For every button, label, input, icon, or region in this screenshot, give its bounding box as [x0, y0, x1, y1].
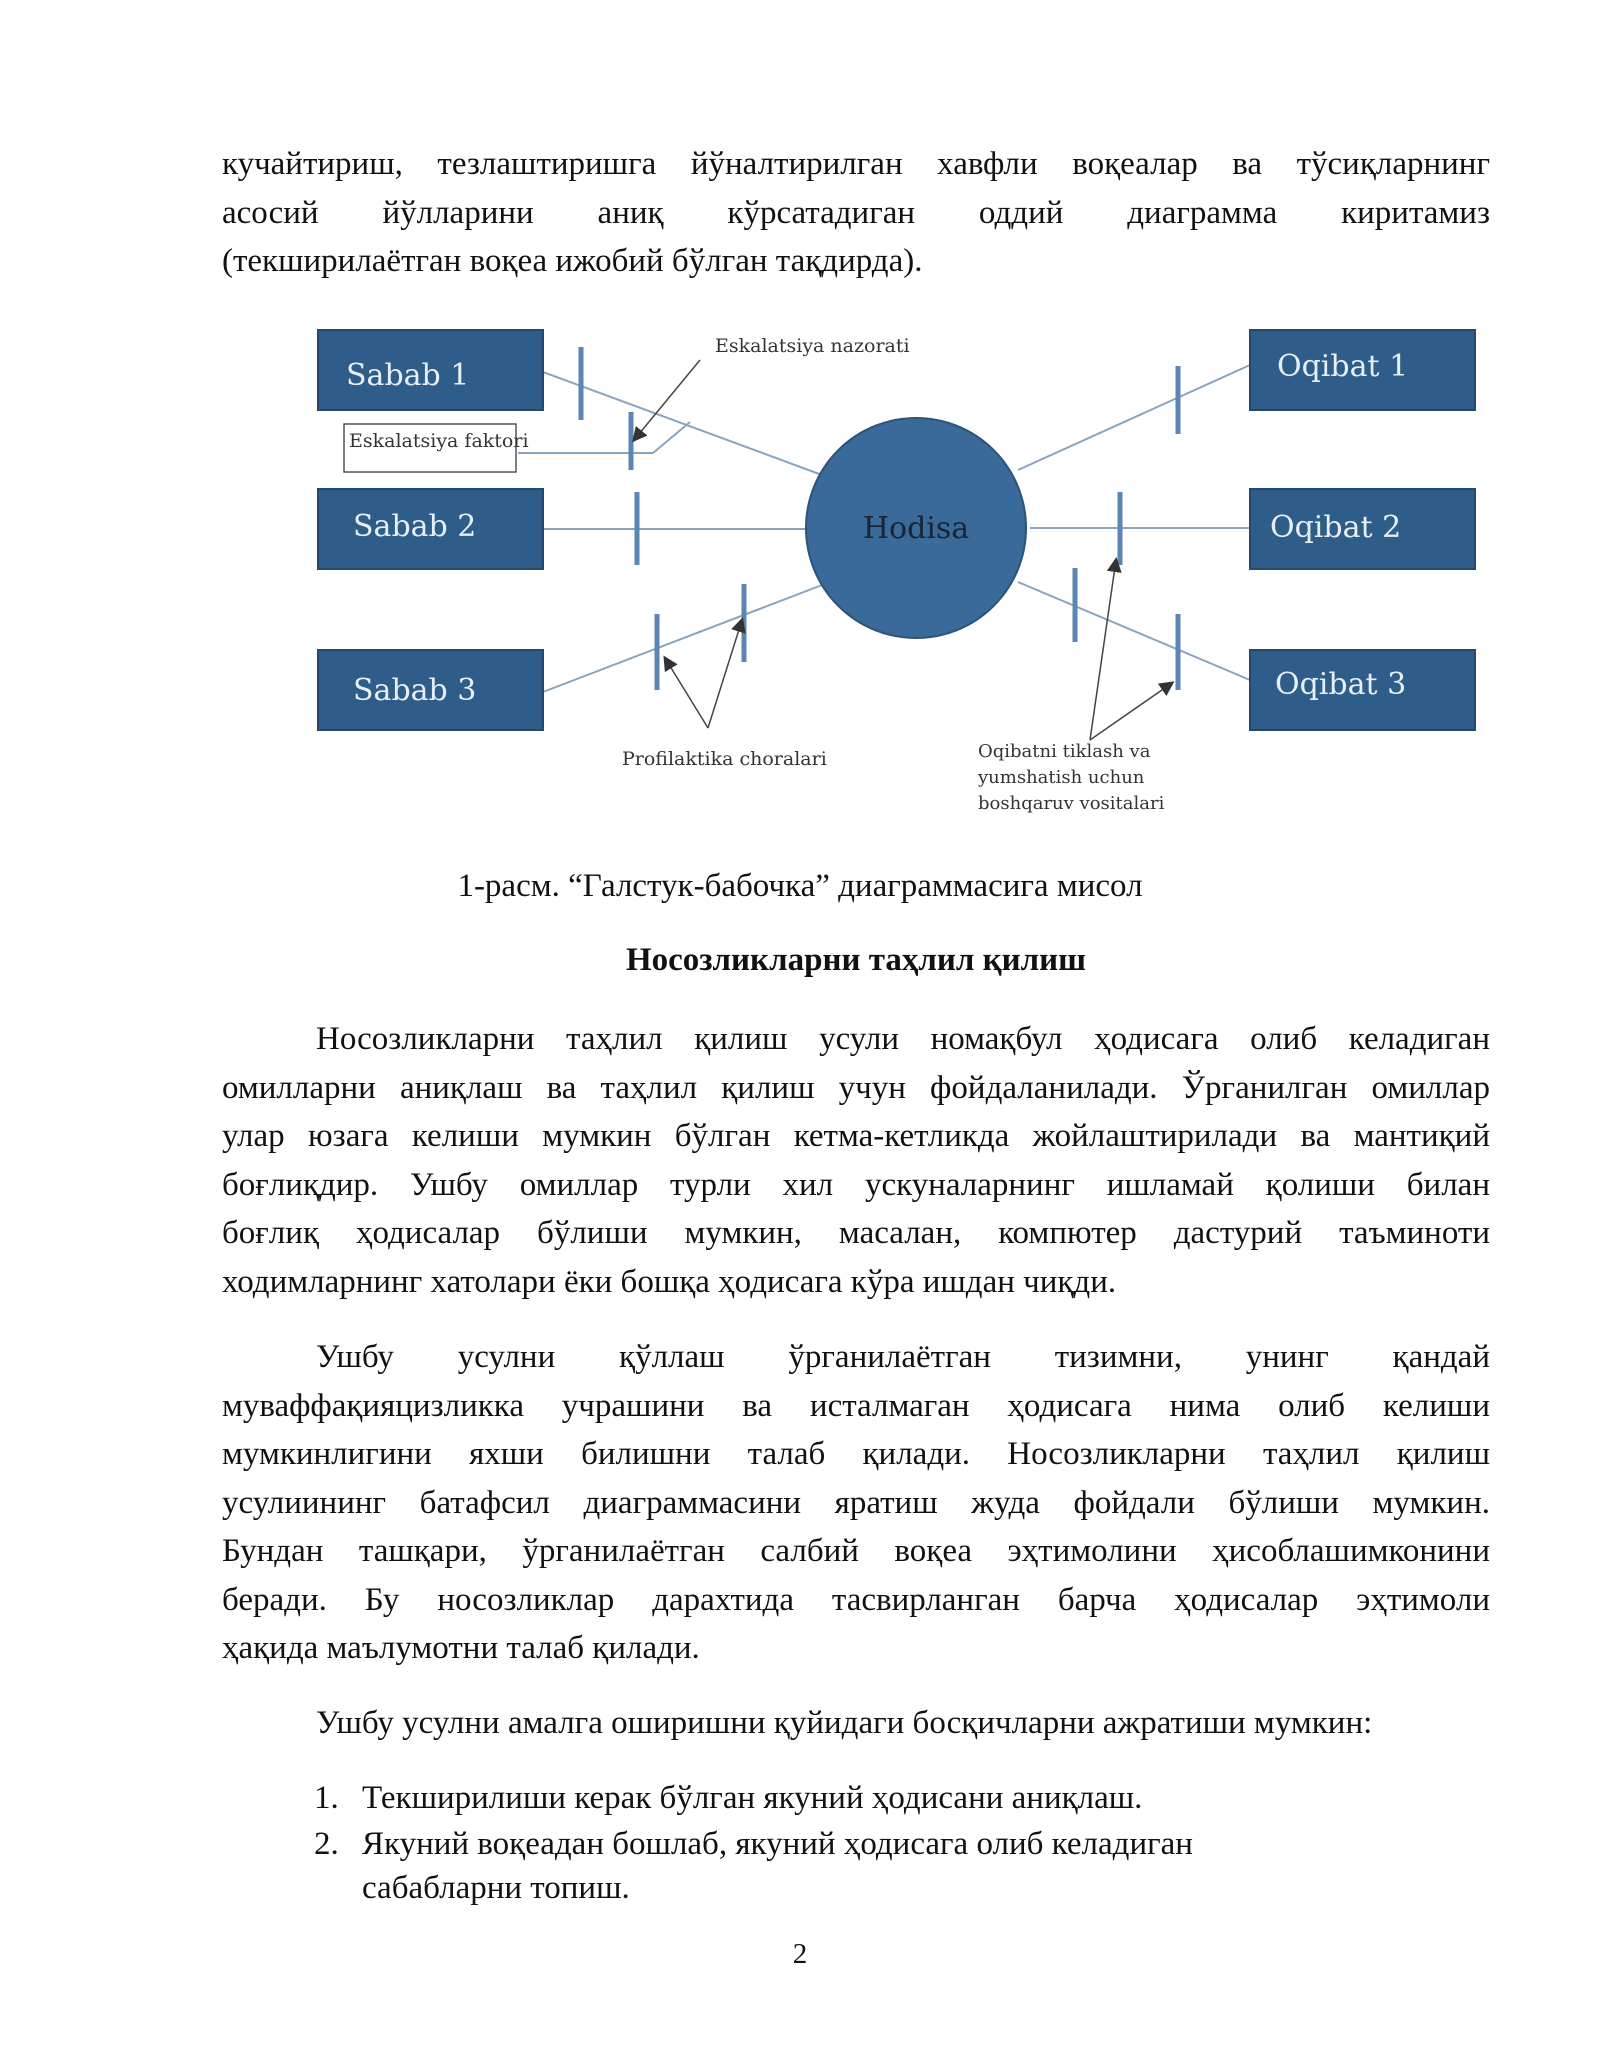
text-line: Ушбу усулни амалга оширишни қуйидаги босқичларни ажратиши мумкин:: [316, 1705, 1373, 1741]
text-line: боғлиқ ҳодисалар бўлиши мумкин, масалан, компютер дастурий таъминоти: [222, 1215, 1490, 1251]
page-number: 2: [792, 1938, 808, 1970]
consequence-label: Oqibat 1: [1277, 349, 1409, 384]
list-item: [314, 1822, 1414, 1910]
list-text: сабабларни топиш.: [362, 1870, 630, 1906]
paragraph-2: [222, 1333, 1490, 1673]
annotation-arrow: [708, 620, 742, 728]
paragraph-1: [222, 1015, 1490, 1306]
connector-line: [1018, 582, 1250, 680]
annotation-arrow: [1090, 683, 1172, 740]
text-line: Носозликларни таҳлил қилиш усули номақбул ҳодисага олиб келадиган: [316, 1021, 1490, 1057]
recovery-label-line: boshqaruv vositalari: [978, 793, 1165, 814]
bowtie-diagram: [0, 0, 1600, 840]
prevention-label: Profilaktika choralari: [622, 748, 827, 770]
text-line: мумкинлигини яхши билишни талаб қилади. Носозликларни таҳлил қилиш: [222, 1436, 1490, 1472]
steps-list: [314, 1776, 1414, 1910]
recovery-label-line: yumshatish uchun: [978, 767, 1145, 788]
event-label: Hodisa: [862, 511, 970, 546]
text-line: боғлиқдир. Ушбу омиллар турли хил ускуналарнинг ишламай қолиши билан: [222, 1166, 1490, 1203]
text-line: ҳақида маълумотни талаб қилади.: [222, 1630, 700, 1666]
text-line: ходимларнинг хатолари ёки бошқа ҳодисага кўра ишдан чиқди.: [222, 1263, 1117, 1300]
consequence-label: Oqibat 3: [1275, 667, 1407, 702]
escalation-control-label: Eskalatsiya nazorati: [715, 335, 910, 357]
annotation-arrow: [665, 658, 708, 728]
figure-caption: 1-расм. “Галстук-бабочка” диаграммасига мисол: [457, 868, 1143, 904]
text-line: Бундан ташқари, ўрганилаётган салбий воқеа эҳтимолини ҳисоблашимконини: [222, 1533, 1490, 1569]
annotation-arrow: [634, 360, 700, 440]
connector-line: [1018, 365, 1250, 470]
list-item: [314, 1776, 1414, 1820]
annotation-arrow: [1090, 560, 1116, 740]
connector-line: [653, 422, 690, 453]
paragraph-3: [222, 1699, 1490, 1748]
escalation-factor-label: Eskalatsiya faktori: [349, 430, 529, 452]
text-line: асосий йўлларини аниқ кўрсатадиган оддий диаграмма киритамиз: [222, 194, 1490, 231]
cause-label: Sabab 1: [346, 358, 470, 393]
section-heading: Носозликларни таҳлил қилиш: [625, 942, 1087, 978]
text-line: улар юзага келиши мумкин бўлган кетма-кетликда жойлаштирилади ва мантиқий: [222, 1118, 1490, 1154]
text-line: Ушбу усулни қўллаш ўрганилаётган тизимни, унинг қандай: [316, 1339, 1490, 1375]
connector-line: [543, 372, 822, 475]
consequence-label: Oqibat 2: [1270, 510, 1402, 545]
text-line: беради. Бу носозликлар дарахтида тасвирланган барча ҳодисалар эҳтимоли: [222, 1581, 1490, 1618]
text-line: усулиининг батафсил диаграммасини яратиш жуда фойдали бўлиши мумкин.: [222, 1484, 1490, 1521]
list-text: Текширилиши керак бўлган якуний ҳодисани аниқлаш.: [362, 1780, 1143, 1816]
list-text: Якуний воқеадан бошлаб, якуний ҳодисага олиб келадиган: [362, 1826, 1193, 1862]
list-number: 2.: [314, 1826, 339, 1862]
text-line: муваффақияцизликка учрашини ва исталмаган ҳодисага нима олиб келиши: [222, 1387, 1490, 1424]
text-line: омилларни аниқлаш ва таҳлил қилиш учун фойдаланилади. Ўрганилган омиллар: [222, 1069, 1490, 1106]
recovery-label-line: Oqibatni tiklash va: [978, 741, 1151, 762]
connector-line: [543, 585, 822, 692]
list-number: 1.: [314, 1780, 339, 1816]
cause-label: Sabab 3: [353, 673, 477, 708]
text-line: кучайтириш, тезлаштиришга йўналтирилган хавфли воқеалар ва тўсиқларнинг: [222, 146, 1490, 182]
cause-label: Sabab 2: [353, 509, 477, 544]
text-line: (текширилаётган воқеа ижобий бўлган тақдирда).: [222, 243, 923, 279]
